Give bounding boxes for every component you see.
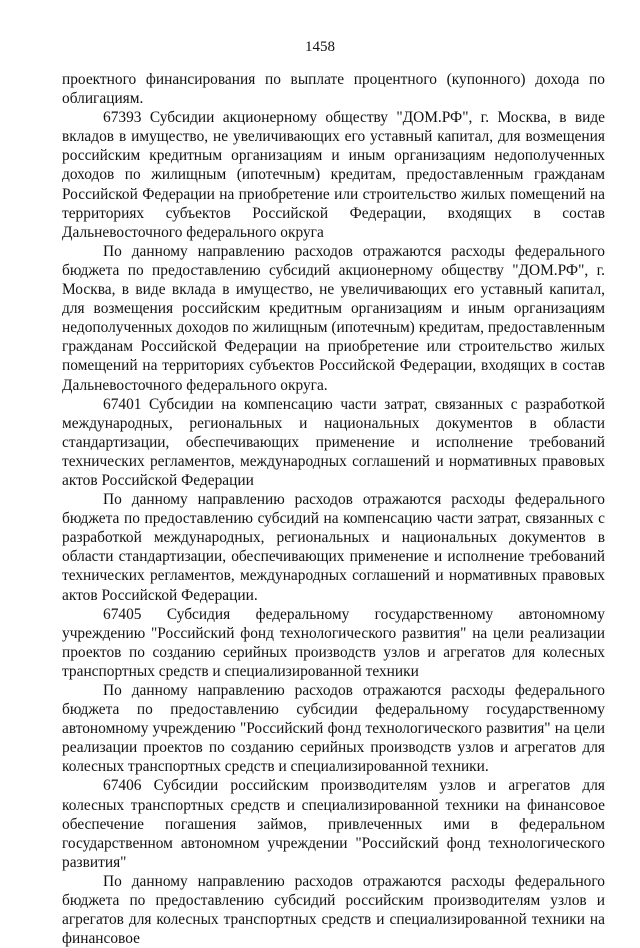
paragraph-continuation: проектного финансирования по выплате процентного (купонного) дохода по облигациям. bbox=[62, 71, 605, 108]
page-number: 1458 bbox=[305, 39, 335, 55]
paragraph-67405-description: По данному направлению расходов отражаются расходы федерального бюджета по предоставлению субсидии федеральному государственному автономному учреждению "Российский фонд технологического развития" на цели реализации проектов по созданию серийных производств узлов и агрегатов для колесных транспортных средств и специализированной техники. bbox=[62, 682, 605, 776]
paragraph-67401-heading: 67401 Субсидии на компенсацию части затрат, связанных с разработкой международных, региональных и национальных документов в области стандартизации, обеспечивающих применение и исполнение требований технических регламентов, международных соглашений и нормативных правовых актов Российской Федерации bbox=[62, 395, 605, 489]
paragraph-67393-heading: 67393 Субсидии акционерному обществу "ДОМ.РФ", г. Москва, в виде вкладов в имущество, не увеличивающих его уставный капитал, для возмещения российским кредитным организациям и иным организациям недополученных доходов по жилищным (ипотечным) кредитам, предоставленным гражданам Российской Федерации на приобретение или строительство жилых помещений на территориях субъектов Российской Федерации, входящих в состав Дальневосточного федерального округа bbox=[62, 109, 605, 241]
paragraph-67406-heading: 67406 Субсидии российским производителям узлов и агрегатов для колесных транспортных средств и специализированной техники на финансовое обеспечение погашения займов, привлеченных ими в федеральном государственном автономном учреждении "Российский фонд технологического развития" bbox=[62, 777, 605, 871]
paragraph-67405-heading: 67405 Субсидия федеральному государственному автономному учреждению "Российский фонд технологического развития" на цели реализации проектов по созданию серийных производств узлов и агрегатов для колесных транспортных средств и специализированной техники bbox=[62, 605, 605, 680]
document-body bbox=[62, 70, 605, 948]
paragraph-67401-description: По данному направлению расходов отражаются расходы федерального бюджета по предоставлению субсидий на компенсацию части затрат, связанных с разработкой международных, региональных и национальных документов в области стандартизации, обеспечивающих применение и исполнение требований технических регламентов, международных соглашений и нормативных правовых актов Российской Федерации. bbox=[62, 491, 605, 604]
paragraph-67393-description: По данному направлению расходов отражаются расходы федерального бюджета по предоставлению субсидий акционерному обществу "ДОМ.РФ", г. Москва, в виде вклада в имущество, не увеличивающих его уставный капитал, для возмещения российским кредитным организациям и иным организациям недополученных доходов по жилищным (ипотечным) кредитам, предоставленным гражданам Российской Федерации на приобретение или строительство жилых помещений на территориях субъектов Российской Федерации, входящих в состав Дальневосточного федерального округа. bbox=[62, 242, 605, 394]
paragraph-67406-description: По данному направлению расходов отражаются расходы федерального бюджета по предоставлению субсидий российским производителям узлов и агрегатов для колесных транспортных средств и специализированной техники на финансовое bbox=[62, 872, 605, 948]
